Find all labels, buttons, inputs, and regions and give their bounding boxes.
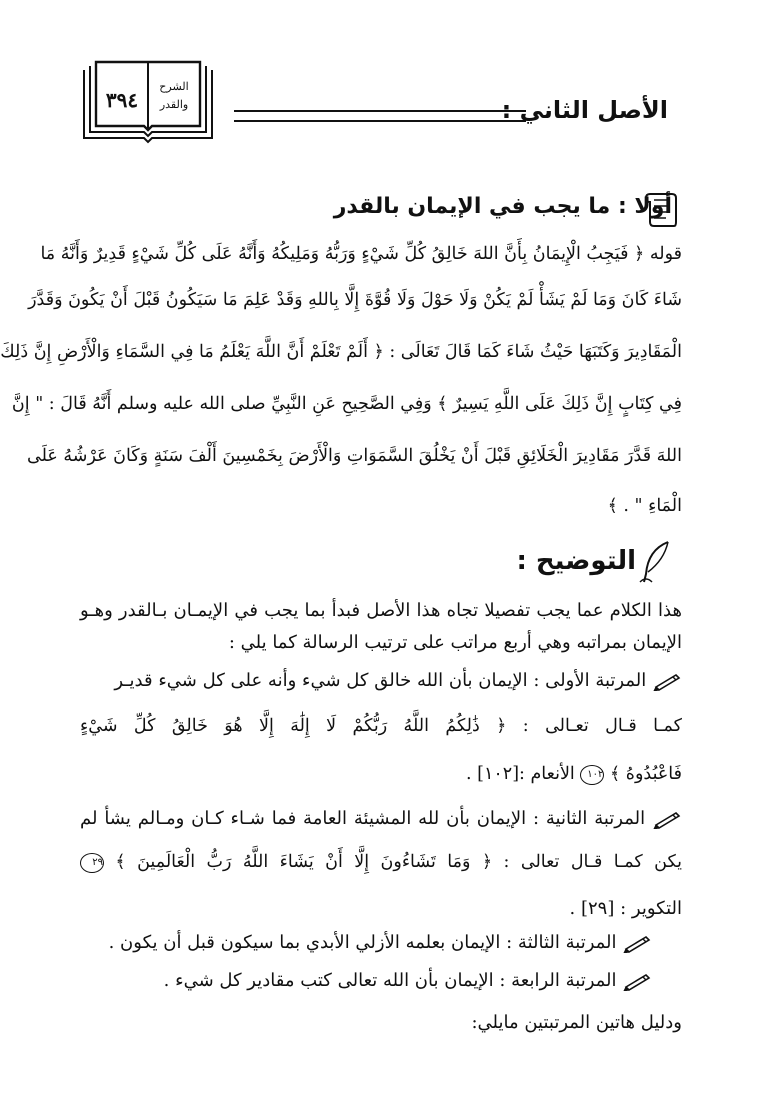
rank-1-verse-end: فَاعْبُدُوهُ ﴾ (609, 764, 682, 784)
pencil-icon (652, 671, 682, 691)
pencil-icon (652, 809, 682, 829)
page-number: ٣٩٤ (105, 88, 139, 112)
matn-line-5: اللهَ قَدَّرَ مَقَادِيرَ الْخَلَائِقِ قَبْلَ أَنْ يَخْلُقَ السَّمَوَاتِ وَالْأَرْضَ بِخَمْسِينَ أَلْفَ سَنَةٍ وَكَانَ عَرْشُهُ عَلَى (27, 446, 682, 466)
header-rule (234, 110, 526, 122)
ayah-number-icon: ١٠٢ (580, 765, 604, 785)
rank-2-text: المرتبة الثانية : الإيمان بأن لله المشيئة العامة فما شـاء كـان ومـالم يشأ لم (80, 808, 646, 829)
rank-2-line-3: التكوير : [٢٩] . (569, 898, 682, 919)
rank-4-line (80, 970, 682, 991)
rank-2-verse: يكن كمـا قـال تعالى : ﴿ وَمَا تَشَاءُونَ إِلَّا أَنْ يَشَاءَ اللَّهُ رَبُّ الْعَالَمِينَ ﴾ (115, 852, 682, 872)
book-label (150, 78, 198, 114)
chapter-title: الأصل الثاني : (501, 96, 668, 124)
quill-icon (638, 540, 674, 584)
rank-3-text: المرتبة الثالثة : الإيمان بعلمه الأزلي الأبدي بما سيكون قبل أن يكون . (108, 932, 617, 953)
rank-2-line-2 (80, 852, 682, 873)
rank-3-line (80, 932, 682, 953)
matn-line-4: فِي كِتَابٍ إِنَّ ذَلِكَ عَلَى اللَّهِ يَسِيرٌ ﴾ وَفِي الصَّحِيحِ عَنِ النَّبِيِّ صلى الله عليه وسلم أَنَّهُ قَالَ : " إِنَّ (11, 394, 682, 414)
rank-4-text: المرتبة الرابعة : الإيمان بأن الله تعالى كتب مقادير كل شيء . (163, 970, 617, 991)
matn-line-6: الْمَاءِ " . ﴾ (607, 496, 682, 516)
rank-1-line-3 (80, 764, 682, 785)
ayah-number-icon: ٢٩ (80, 853, 104, 873)
book-label-line1: الشرح (159, 80, 189, 93)
rank-1-text: المرتبة الأولى : الإيمان بأن الله خالق كل شيء وأنه على كل شيء قديـر (114, 670, 647, 691)
rank-1-line-2: كمـا قـال تعـالى : ﴿ ذَٰلِكُمُ اللَّهُ رَبُّكُمْ لَا إِلَٰهَ إِلَّا هُوَ خَالِقُ كُلِّ شَيْءٍ (80, 716, 682, 736)
book-label-line2: والقدر (159, 98, 189, 111)
tawdih-heading: التوضيح : (516, 546, 636, 576)
matn-line-1: قوله ﴿ فَيَجِبُ الْإِيمَانُ بِأَنَّ اللهَ خَالِقُ كُلِّ شَيْءٍ وَرَبُّهُ وَمَلِيكُهُ وَأَنَّهُ عَلَى كُلِّ شَيْءٍ قَدِيرٌ وَأَنَّهُ مَا (40, 244, 682, 264)
intro-line-1: هذا الكلام عما يجب تفصيلا تجاه هذا الأصل فبدأ بما يجب في الإيمـان بـالقدر وهـو (80, 600, 682, 621)
rank-1-reference: الأنعام :[١٠٢] . (466, 764, 575, 784)
pencil-icon (622, 971, 652, 991)
rank-2-line-1 (80, 808, 682, 829)
pencil-icon (622, 933, 652, 953)
rank-1-line-1 (80, 670, 682, 691)
closing-line: ودليل هاتين المرتبتين مايلي: (471, 1012, 682, 1033)
section-heading: أولا : ما يجب في الإيمان بالقدر (333, 194, 672, 219)
matn-line-3: الْمَقَادِيرَ وَكَتَبَهَا حَيْثُ شَاءَ كَمَا قَالَ تَعَالَى : ﴿ أَلَمْ تَعْلَمْ أَنَّ اللَّهَ يَعْلَمُ مَا فِي السَّمَاءِ وَالْأَرْضِ إِنَّ ذَلِكَ (0, 342, 682, 362)
matn-line-2: شَاءَ كَانَ وَمَا لَمْ يَشَأْ لَمْ يَكُنْ وَلَا حَوْلَ وَلَا قُوَّةَ إِلَّا بِاللهِ وَقَدْ عَلِمَ مَا سَيَكُونُ قَبْلَ أَنْ يَكُونَ وَقَدَّرَ (28, 290, 682, 310)
intro-line-2: الإيمان بمراتبه وهي أربع مراتب على ترتيب الرسالة كما يلي : (228, 632, 682, 653)
